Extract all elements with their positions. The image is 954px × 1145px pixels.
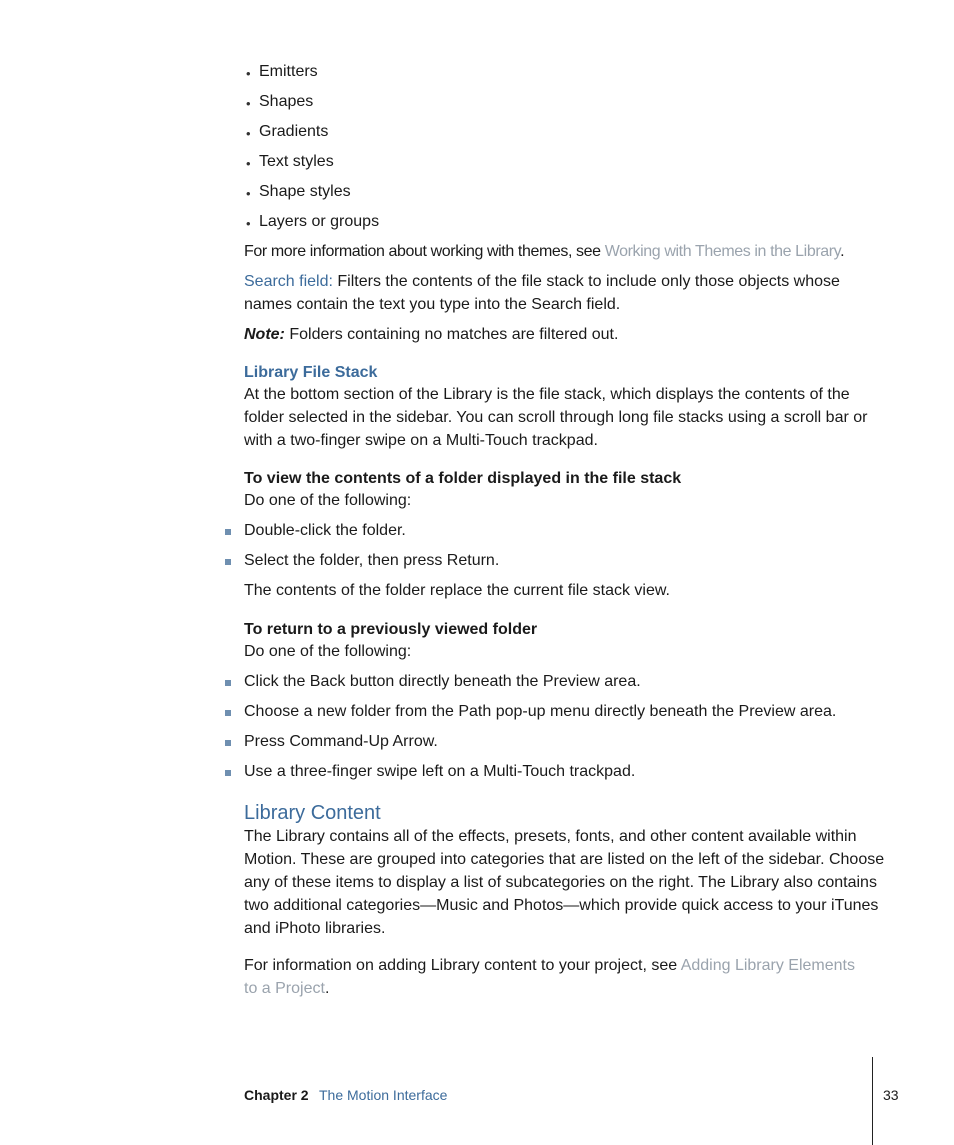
list-item: Gradients: [259, 123, 329, 140]
library-info-text: For information on adding Library content to your project, see: [244, 957, 681, 974]
adding-library-link[interactable]: Adding Library Elements: [680, 957, 855, 974]
list-item: Shape styles: [259, 183, 351, 200]
themes-info-text: For more information about working with themes, see: [244, 243, 605, 260]
page-number: 33: [883, 1087, 899, 1103]
square-bullet-icon: [225, 680, 231, 686]
task-view-intro: Do one of the following:: [244, 492, 412, 509]
search-field-label: Search field:: [244, 273, 333, 290]
library-content-line: The Library contains all of the effects, presets, fonts, and other content available within: [244, 828, 857, 845]
square-bullet-icon: [225, 710, 231, 716]
search-field-text-line2: names contain the text you type into the Search field.: [244, 296, 621, 313]
file-stack-line: with a two-finger swipe on a Multi-Touch trackpad.: [244, 432, 598, 449]
note-text: Folders containing no matches are filtered out.: [289, 326, 619, 343]
square-bullet-icon: [225, 559, 231, 565]
bullet-dot-icon: •: [246, 126, 251, 141]
library-content-line: and iPhoto libraries.: [244, 920, 386, 937]
list-item: Shapes: [259, 93, 314, 110]
task-view-step: Double-click the folder.: [244, 522, 406, 539]
list-item: Emitters: [259, 63, 318, 80]
task-view-step: Select the folder, then press Return.: [244, 552, 500, 569]
list-item: Layers or groups: [259, 213, 380, 230]
search-field-description: [244, 273, 840, 291]
task-return-step: Choose a new folder from the Path pop-up menu directly beneath the Preview area.: [244, 703, 837, 720]
square-bullet-icon: [225, 770, 231, 776]
bullet-dot-icon: •: [246, 66, 251, 81]
file-stack-line: folder selected in the sidebar. You can scroll through long file stacks using a scroll bar or: [244, 409, 868, 426]
themes-info-suffix: .: [840, 243, 845, 260]
file-stack-heading: Library File Stack: [244, 364, 378, 381]
task-return-step: Press Command-Up Arrow.: [244, 733, 438, 750]
task-view-result: The contents of the folder replace the current file stack view.: [244, 582, 670, 599]
search-field-text: Filters the contents of the file stack to include only those objects whose: [337, 273, 840, 290]
file-stack-line: At the bottom section of the Library is the file stack, which displays the contents of the: [244, 386, 850, 403]
square-bullet-icon: [225, 740, 231, 746]
task-return-title: To return to a previously viewed folder: [244, 621, 538, 638]
library-content-line: two additional categories—Music and Photos—which provide quick access to your iTunes: [244, 897, 879, 914]
footer-chapter-title[interactable]: The Motion Interface: [319, 1087, 448, 1103]
task-return-intro: Do one of the following:: [244, 643, 412, 660]
note-paragraph: [244, 326, 618, 344]
task-return-step: Click the Back button directly beneath the Preview area.: [244, 673, 641, 690]
library-content-line: any of these items to display a list of subcategories on the right. The Library also contains: [244, 874, 877, 891]
footer-divider: [872, 1057, 873, 1145]
library-info-paragraph: [244, 957, 855, 975]
square-bullet-icon: [225, 529, 231, 535]
themes-link[interactable]: Working with Themes in the Library: [604, 243, 841, 260]
library-info-suffix: .: [324, 980, 330, 997]
list-item: Text styles: [259, 153, 334, 170]
footer-chapter: Chapter 2: [244, 1087, 309, 1103]
bullet-dot-icon: •: [246, 186, 251, 201]
bullet-dot-icon: •: [246, 216, 251, 231]
note-label: Note:: [244, 326, 285, 343]
library-info-paragraph-line2: [244, 980, 329, 998]
themes-info-paragraph: [244, 243, 844, 261]
adding-library-link-continued[interactable]: to a Project: [244, 980, 325, 997]
task-return-step: Use a three-finger swipe left on a Multi-Touch trackpad.: [244, 763, 636, 780]
library-content-heading: Library Content: [244, 802, 381, 824]
library-content-line: Motion. These are grouped into categories that are listed on the left of the sidebar. Choose: [244, 851, 885, 868]
bullet-dot-icon: •: [246, 96, 251, 111]
task-view-title: To view the contents of a folder displayed in the file stack: [244, 470, 682, 487]
bullet-dot-icon: •: [246, 156, 251, 171]
